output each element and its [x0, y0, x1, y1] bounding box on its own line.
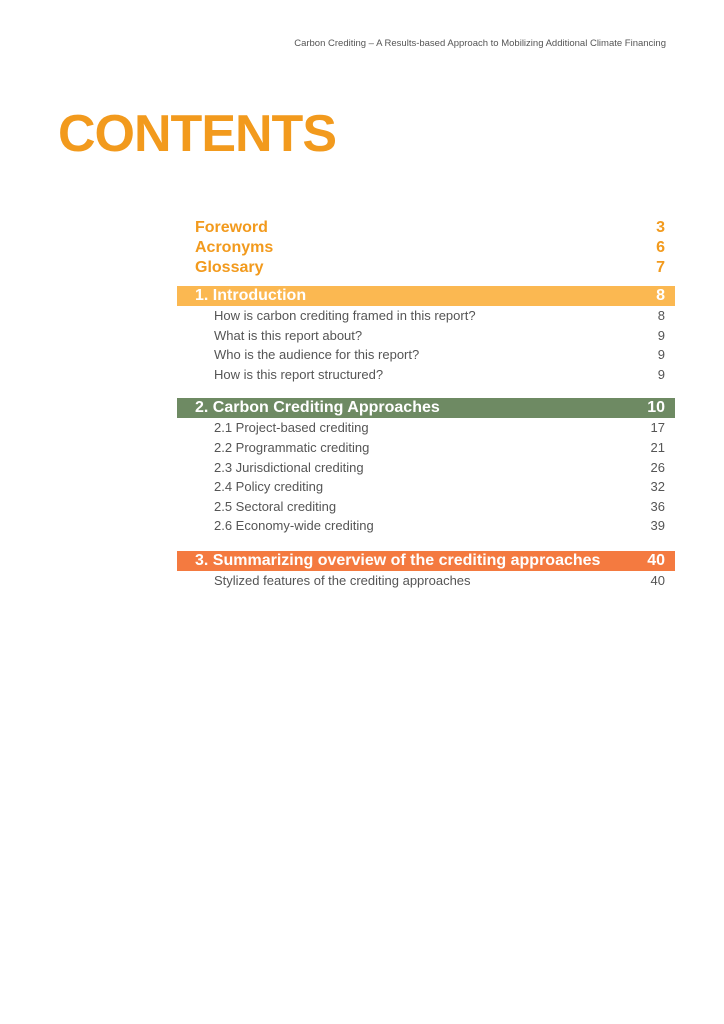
toc-subentry-page: 9: [657, 327, 665, 343]
toc-subentry-label: 2.3 Jurisdictional crediting: [214, 459, 364, 475]
toc-subentry-label: 2.1 Project-based crediting: [214, 420, 369, 436]
toc-subentry-page: 26: [650, 459, 665, 475]
toc-section-summarizing-overview[interactable]: [177, 551, 675, 571]
toc-subentry[interactable]: [177, 477, 675, 497]
toc-subentry[interactable]: [177, 345, 675, 365]
toc-subentry-page: 8: [657, 308, 665, 323]
toc-subentry-page: 17: [650, 420, 665, 436]
toc-entry-foreword[interactable]: [177, 218, 675, 238]
toc-subentry[interactable]: [177, 418, 675, 438]
toc-section-introduction[interactable]: [177, 286, 675, 306]
toc-section-label: 2. Carbon Crediting Approaches: [195, 399, 440, 417]
toc-subentry-page: 9: [657, 366, 665, 382]
toc-section-page: 10: [647, 399, 665, 417]
toc-section-label: 1. Introduction: [195, 287, 307, 304]
toc-subentry-label: 2.4 Policy crediting: [214, 479, 324, 495]
toc-entry-page: 6: [656, 239, 665, 256]
toc-subentry-label: Stylized features of the crediting approaches: [214, 572, 471, 588]
toc-section-page: 8: [656, 287, 665, 304]
toc-subentry[interactable]: [177, 326, 675, 346]
toc-section-page: 40: [647, 551, 665, 569]
page-title: CONTENTS: [58, 105, 336, 163]
toc-entry-acronyms[interactable]: [177, 238, 675, 258]
toc-subentry-page: 36: [650, 498, 665, 514]
toc-subentry[interactable]: [177, 438, 675, 458]
toc-subentry-label: What is this report about?: [214, 327, 363, 343]
toc-entry-glossary[interactable]: [177, 258, 675, 278]
toc-subentry[interactable]: [177, 458, 675, 478]
toc-subentry[interactable]: [177, 516, 675, 536]
toc-subentry-label: How is carbon crediting framed in this report?: [214, 308, 476, 323]
toc-subentry[interactable]: [177, 571, 675, 591]
table-of-contents: [177, 218, 675, 591]
running-header: Carbon Crediting – A Results-based Approach to Mobilizing Additional Climate Financing: [294, 38, 666, 49]
toc-subentry-label: 2.5 Sectoral crediting: [214, 498, 337, 514]
toc-section-carbon-crediting-approaches[interactable]: [177, 398, 675, 418]
toc-subentry[interactable]: [177, 365, 675, 385]
toc-entry-label: Foreword: [195, 219, 268, 236]
toc-subentry[interactable]: [177, 497, 675, 517]
toc-subentry-page: 40: [650, 572, 665, 588]
toc-subentry-page: 32: [650, 479, 665, 495]
toc-entry-label: Acronyms: [195, 239, 274, 256]
toc-subentry-label: 2.6 Economy-wide crediting: [214, 518, 374, 534]
toc-subentry-page: 21: [650, 439, 665, 455]
toc-subentry-page: 9: [657, 347, 665, 363]
toc-subentry-label: Who is the audience for this report?: [214, 347, 420, 363]
toc-subentry-page: 39: [650, 518, 665, 534]
toc-entry-page: 7: [656, 259, 665, 276]
toc-subentry-label: How is this report structured?: [214, 366, 384, 382]
toc-subentry[interactable]: [177, 306, 675, 326]
toc-entry-page: 3: [656, 219, 665, 236]
toc-subentry-label: 2.2 Programmatic crediting: [214, 439, 370, 455]
toc-entry-label: Glossary: [195, 259, 264, 276]
toc-section-label: 3. Summarizing overview of the crediting approaches: [195, 551, 601, 569]
